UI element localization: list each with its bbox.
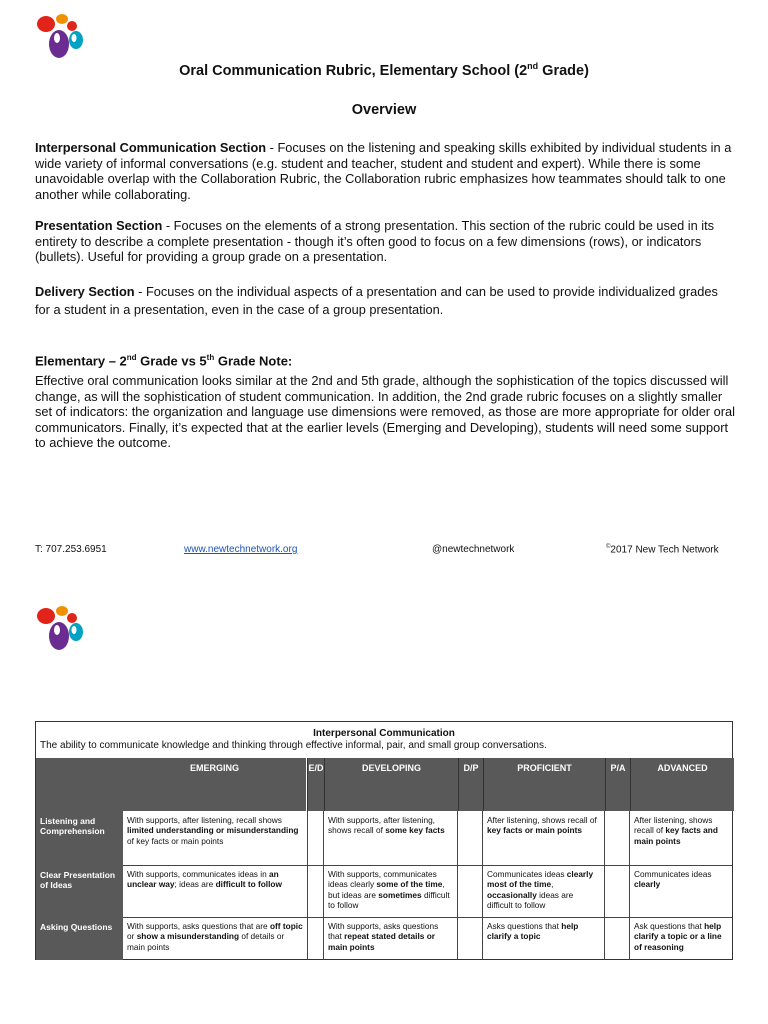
header-d-p: D/P (458, 758, 483, 811)
cell-clear-proficient: Communicates ideas clearly most of the time, occasionally ideas are difficult to follow (487, 869, 594, 910)
cell-clear-developing: With supports, communicates ideas clearly some of the time, but ideas are sometimes difficult to follow (328, 869, 450, 910)
interpersonal-section-paragraph: Interpersonal Communication Section - Focuses on the listening and speaking skills exhibited by individual students in a wide variety of informal conversations (e.g. student and teacher, student and student and expert). While there is some unavoidable overlap with the Collaboration Rubric, the Collaboration rubric emphasizes how teammates should talk to one another while collaborating. (35, 140, 732, 202)
cell-listening-proficient: After listening, shows recall of key facts or main points (487, 815, 597, 836)
footer-twitter-handle: @newtechnetwork (432, 544, 515, 555)
col-divider (457, 811, 458, 960)
footer-phone: T: 707.253.6951 (35, 544, 107, 555)
new-tech-network-logo-icon (32, 602, 88, 658)
interpersonal-communication-rubric (35, 721, 733, 960)
header-emerging: EMERGING (123, 758, 306, 811)
col-divider (604, 811, 605, 960)
rubric-title: Interpersonal Communication (313, 728, 455, 739)
new-tech-network-logo-icon (32, 10, 88, 66)
header-developing: DEVELOPING (324, 758, 458, 811)
cell-clear-advanced: Communicates ideas clearly (634, 869, 712, 890)
footer-website (184, 544, 297, 555)
website-link[interactable]: www.newtechnetwork.org (184, 544, 298, 555)
cell-questions-proficient: Asks questions that help clarify a topic (487, 921, 579, 942)
col-divider (307, 811, 308, 960)
delivery-section-paragraph: Delivery Section - Focuses on the individual aspects of a presentation and can be used to provide individualized grades for a student in a presentation, even in the case of a group presentation. (35, 284, 718, 317)
row-label-clear-presentation: Clear Presentation of Ideas (36, 865, 123, 917)
overview-heading: Overview (351, 102, 417, 118)
grade-note-heading: Elementary – 2nd Grade vs 5th Grade Note: (35, 353, 293, 369)
cell-listening-advanced: After listening, shows recall of key facts and main points (634, 815, 718, 846)
row-label-listening: Listening and Comprehension (36, 811, 123, 865)
cell-questions-emerging: With supports, asks questions that are off topic or show a misunderstanding of details or main points (127, 921, 303, 952)
cell-questions-developing: With supports, asks questions that repeat stated details or main points (328, 921, 439, 952)
presentation-section-paragraph: Presentation Section - Focuses on the elements of a strong presentation. This section of the rubric could be used in its entirety to describe a complete presentation - though it’s often good to focus on a few dimensions (rows), or indicators (bullets). Useful for providing a group grade on a presentation. (35, 218, 715, 264)
cell-clear-emerging: With supports, communicates ideas in an unclear way; ideas are difficult to follow (127, 869, 282, 890)
rubric-description: The ability to communicate knowledge and thinking through effective informal, pair, and small group conversations. (40, 740, 547, 751)
cell-listening-developing: With supports, after listening, shows recall of some key facts (328, 815, 445, 836)
grade-note-paragraph: Effective oral communication looks similar at the 2nd and 5th grade, although the sophistication of the topics discussed will change, as will the sophistication of student communication. In addition, the 2nd grade rubric focuses on a slightly smaller set of indicators: the organization and language use dimensions were removed, as those are more appropriate for older oral communicators. Finally, it’s expected that at the earlier levels (Emerging and Developing), students will need some support to achieve the outcome. (35, 373, 735, 450)
document-title: Oral Communication Rubric, Elementary School (2nd Grade) (179, 61, 589, 79)
row-label-asking-questions: Asking Questions (36, 917, 123, 960)
header-p-a: P/A (605, 758, 630, 811)
header-proficient: PROFICIENT (483, 758, 605, 811)
header-e-d: E/D (307, 758, 324, 811)
cell-listening-emerging: With supports, after listening, recall shows limited understanding or misunderstanding of key facts or main points (127, 815, 299, 846)
header-blank (36, 758, 123, 811)
cell-questions-advanced: Ask questions that help clarify a topic or a line of reasoning (634, 921, 722, 952)
footer-copyright: ©2017 New Tech Network (606, 544, 719, 556)
header-advanced: ADVANCED (630, 758, 734, 811)
